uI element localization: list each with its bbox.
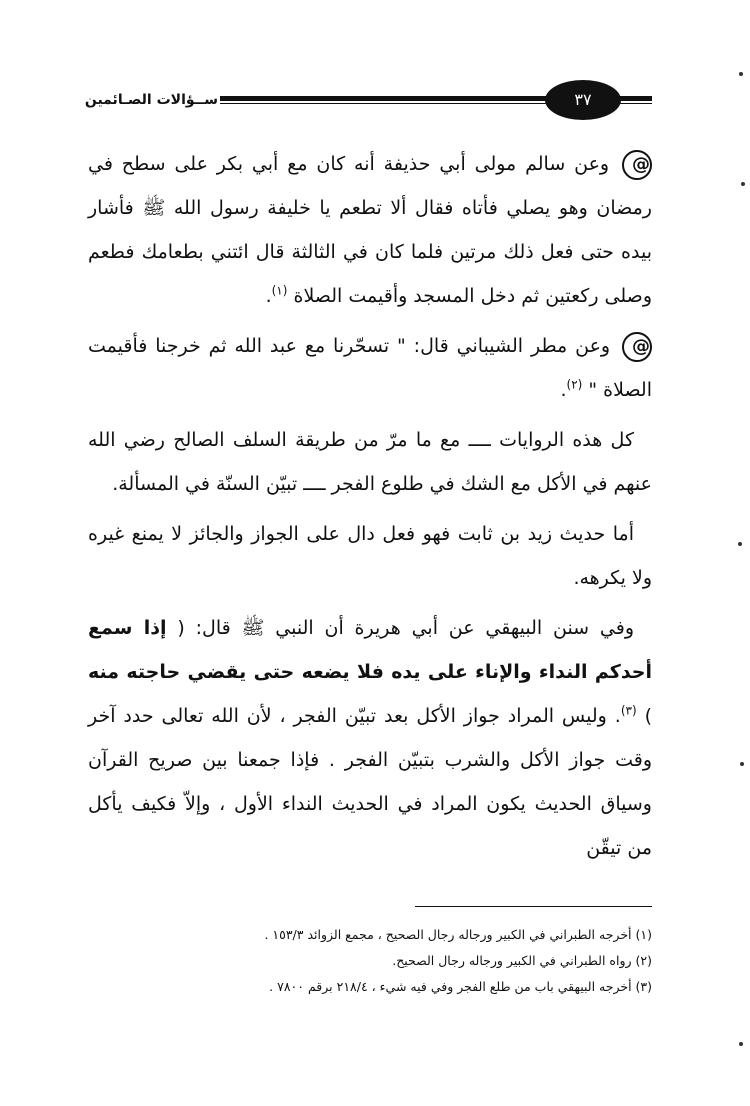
header-rule-right <box>620 96 652 101</box>
scan-speck <box>741 182 745 186</box>
paragraph-text: . وليس المراد جواز الأكل بعد تبيّن الفجر ، لأن الله تعالى حدد آخر وقت جواز الأكل والشرب بتبيّن الفجر . فإذا جمعنا بين صريح القرآن وسياق الحديث يكون المراد في الحديث النداء الأول ، وإلاّ فكيف يأكل من تيقّن <box>88 705 652 859</box>
hadith-quote: إذا سمع أحدكم النداء والإناء على يده فلا يضعه حتى يقضي حاجته منه <box>88 617 652 683</box>
footnote-2: (٢) رواه الطبراني في الكبير ورجاله رجال الصحيح. <box>392 953 652 968</box>
running-title: ســؤالات الصـائمين <box>84 92 218 108</box>
paragraph-text: كل هذه الروايات ــــ مع ما مرّ من طريقة السلف الصالح رضي الله عنهم في الأكل مع الشك في طلوع الفجر ــــ تبيّن السنّة في المسألة. <box>88 429 652 495</box>
body-text <box>88 142 652 870</box>
paragraph-text: ) <box>644 705 652 727</box>
footnote-separator <box>415 906 652 907</box>
paragraph-zaid <box>88 512 652 600</box>
scan-speck <box>740 762 744 766</box>
page-number: ٣٧ <box>545 80 621 120</box>
paragraph-bayhaqi <box>88 606 652 870</box>
paragraph-text: أما حديث زيد بن ثابت فهو فعل دال على الجواز والجائز لا يمنع غيره ولا يكرهه. <box>88 523 652 589</box>
footnote-ref-3: (٣) <box>620 703 637 718</box>
paragraph-text: وعن سالم مولى أبي حذيفة أنه كان مع أبي بكر على سطح في رمضان وهو يصلي فأتاه فقال ألا تطعم يا خليفة رسول الله ﷺ فأشار بيده حتى فعل ذلك مرتين فلما كان في الثالثة قال ائتني بطعامك فطعم وصلى ركعتين ثم دخل المسجد وأقيمت الصلاة <box>88 153 652 307</box>
paragraph-salim: @ وعن سالم مولى أبي حذيفة أنه كان مع أبي بكر على سطح في رمضان وهو يصلي فأتاه فقال ألا تطعم يا خليفة رسول الله ﷺ فأشار بيده حتى فعل ذلك مرتين فلما كان في الثالثة قال ائتني بطعامك فطعم وصلى ركعتين ثم دخل المسجد وأقيمت الصلاة $^{(١)}$. <box>88 142 652 318</box>
header-rule-thin <box>220 103 550 104</box>
footnote-ref-1: (١) <box>271 283 288 298</box>
scan-speck <box>739 72 743 76</box>
scan-speck <box>739 1042 743 1046</box>
paragraph-text: وفي سنن البيهقي عن أبي هريرة أن النبي ﷺ قال: ( <box>177 617 635 639</box>
header-rule-right-thin <box>620 103 652 104</box>
scan-speck <box>738 542 742 546</box>
paragraph-matar: @ وعن مطر الشيباني قال: " تسحّرنا مع عبد الله ثم خرجنا فأقيمت الصلاة " $^{(٢)}$. <box>88 324 652 412</box>
footnote-ref-2: (٢) <box>566 377 583 392</box>
footnote-3: (٣) أخرجه البيهقي باب من طلع الفجر وفي فيه شيء ، ٢١٨/٤ برقم ٧٨٠٠ . <box>269 979 652 994</box>
paragraph-summary <box>88 418 652 506</box>
header-rule <box>220 96 550 101</box>
paragraph-marker-icon: @ <box>622 150 652 180</box>
footnotes <box>160 922 652 1000</box>
paragraph-marker-icon: @ <box>622 332 652 362</box>
footnote-1: (١) أخرجه الطبراني في الكبير ورجاله رجال الصحيح ، مجمع الزوائد ١٥٣/٣ . <box>264 927 652 942</box>
paragraph-text: وعن مطر الشيباني قال: " تسحّرنا مع عبد الله ثم خرجنا فأقيمت الصلاة " <box>88 335 652 401</box>
